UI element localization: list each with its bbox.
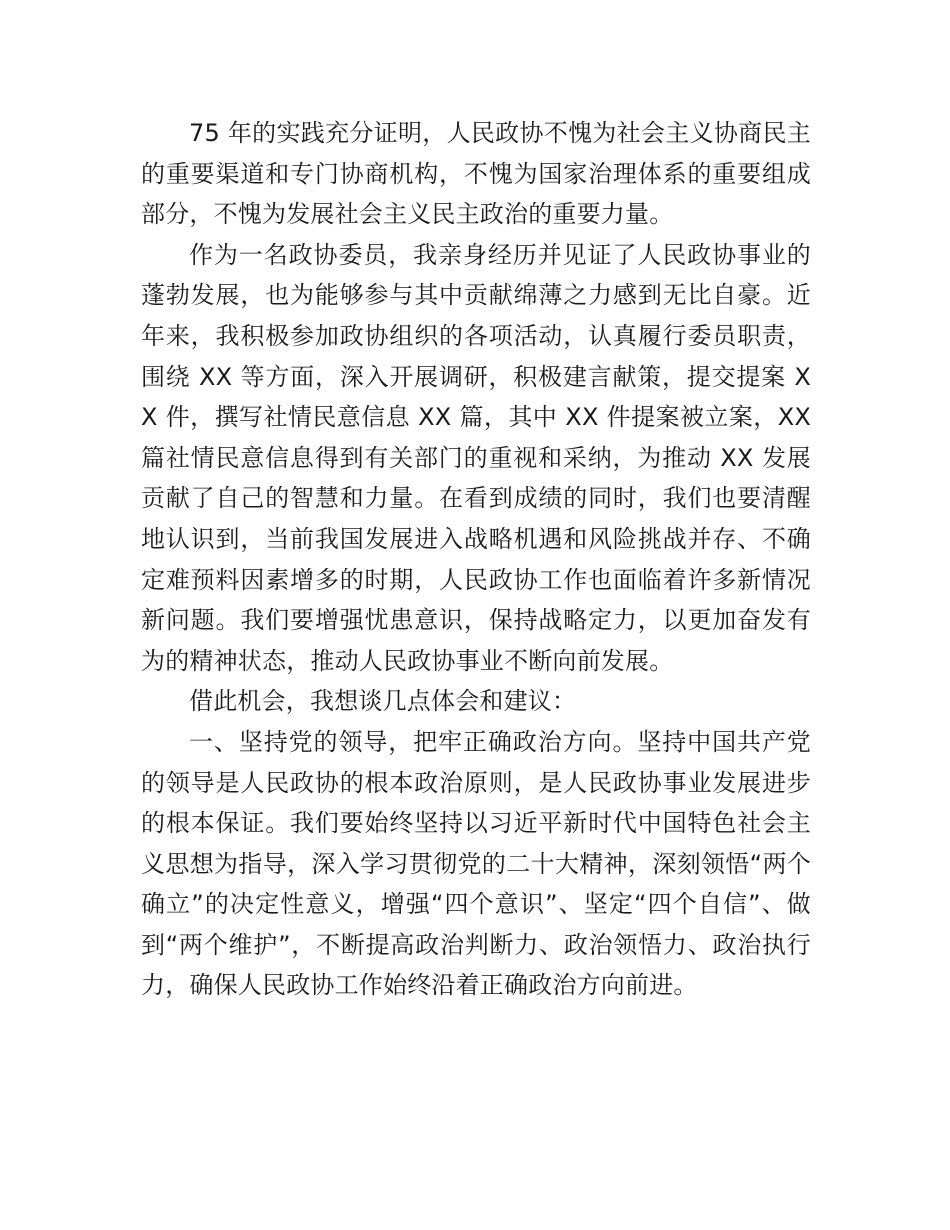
paragraph-member-experience: 作为一名政协委员，我亲身经历并见证了人民政协事业的蓬勃发展，也为能够参与其中贡献绵薄之力感到无比自豪。近年来，我积极参加政协组织的各项活动，认真履行委员职责，围绕 XX 等方面，深入开展调研，积极建言献策，提交提案 XX 件，撰写社情民意信息 XX 篇，其中 XX 件提案被立案，XX 篇社情民意信息得到有关部门的重视和采纳，为推动 XX 发展贡献了自己的智慧和力量。在看到成绩的同时，我们也要清醒地认识到，当前我国发展进入战略机遇和风险挑战并存、不确定难预料因素增多的时期，人民政协工作也面临着许多新情况新问题。我们要增强忧患意识，保持战略定力，以更加奋发有为的精神状态，推动人民政协事业不断向前发展。 bbox=[141, 240, 811, 675]
paragraph-practice-proof: 75 年的实践充分证明，人民政协不愧为社会主义协商民主的重要渠道和专门协商机构，不愧为国家治理体系的重要组成部分，不愧为发展社会主义民主政治的重要力量。 bbox=[141, 119, 811, 229]
paragraph-suggestions-intro: 借此机会，我想谈几点体会和建议： bbox=[189, 687, 577, 716]
paragraph-party-leadership: 一、坚持党的领导，把牢正确政治方向。坚持中国共产党的领导是人民政协的根本政治原则，是人民政协事业发展进步的根本保证。我们要始终坚持以习近平新时代中国特色社会主义思想为指导，深入学习贯彻党的二十大精神，深刻领悟“两个确立”的决定性意义，增强“四个意识”、坚定“四个自信”、做到“两个维护”，不断提高政治判断力、政治领悟力、政治执行力，确保人民政协工作始终沿着正确政治方向前进。 bbox=[141, 727, 811, 1000]
document-body bbox=[141, 113, 811, 1006]
